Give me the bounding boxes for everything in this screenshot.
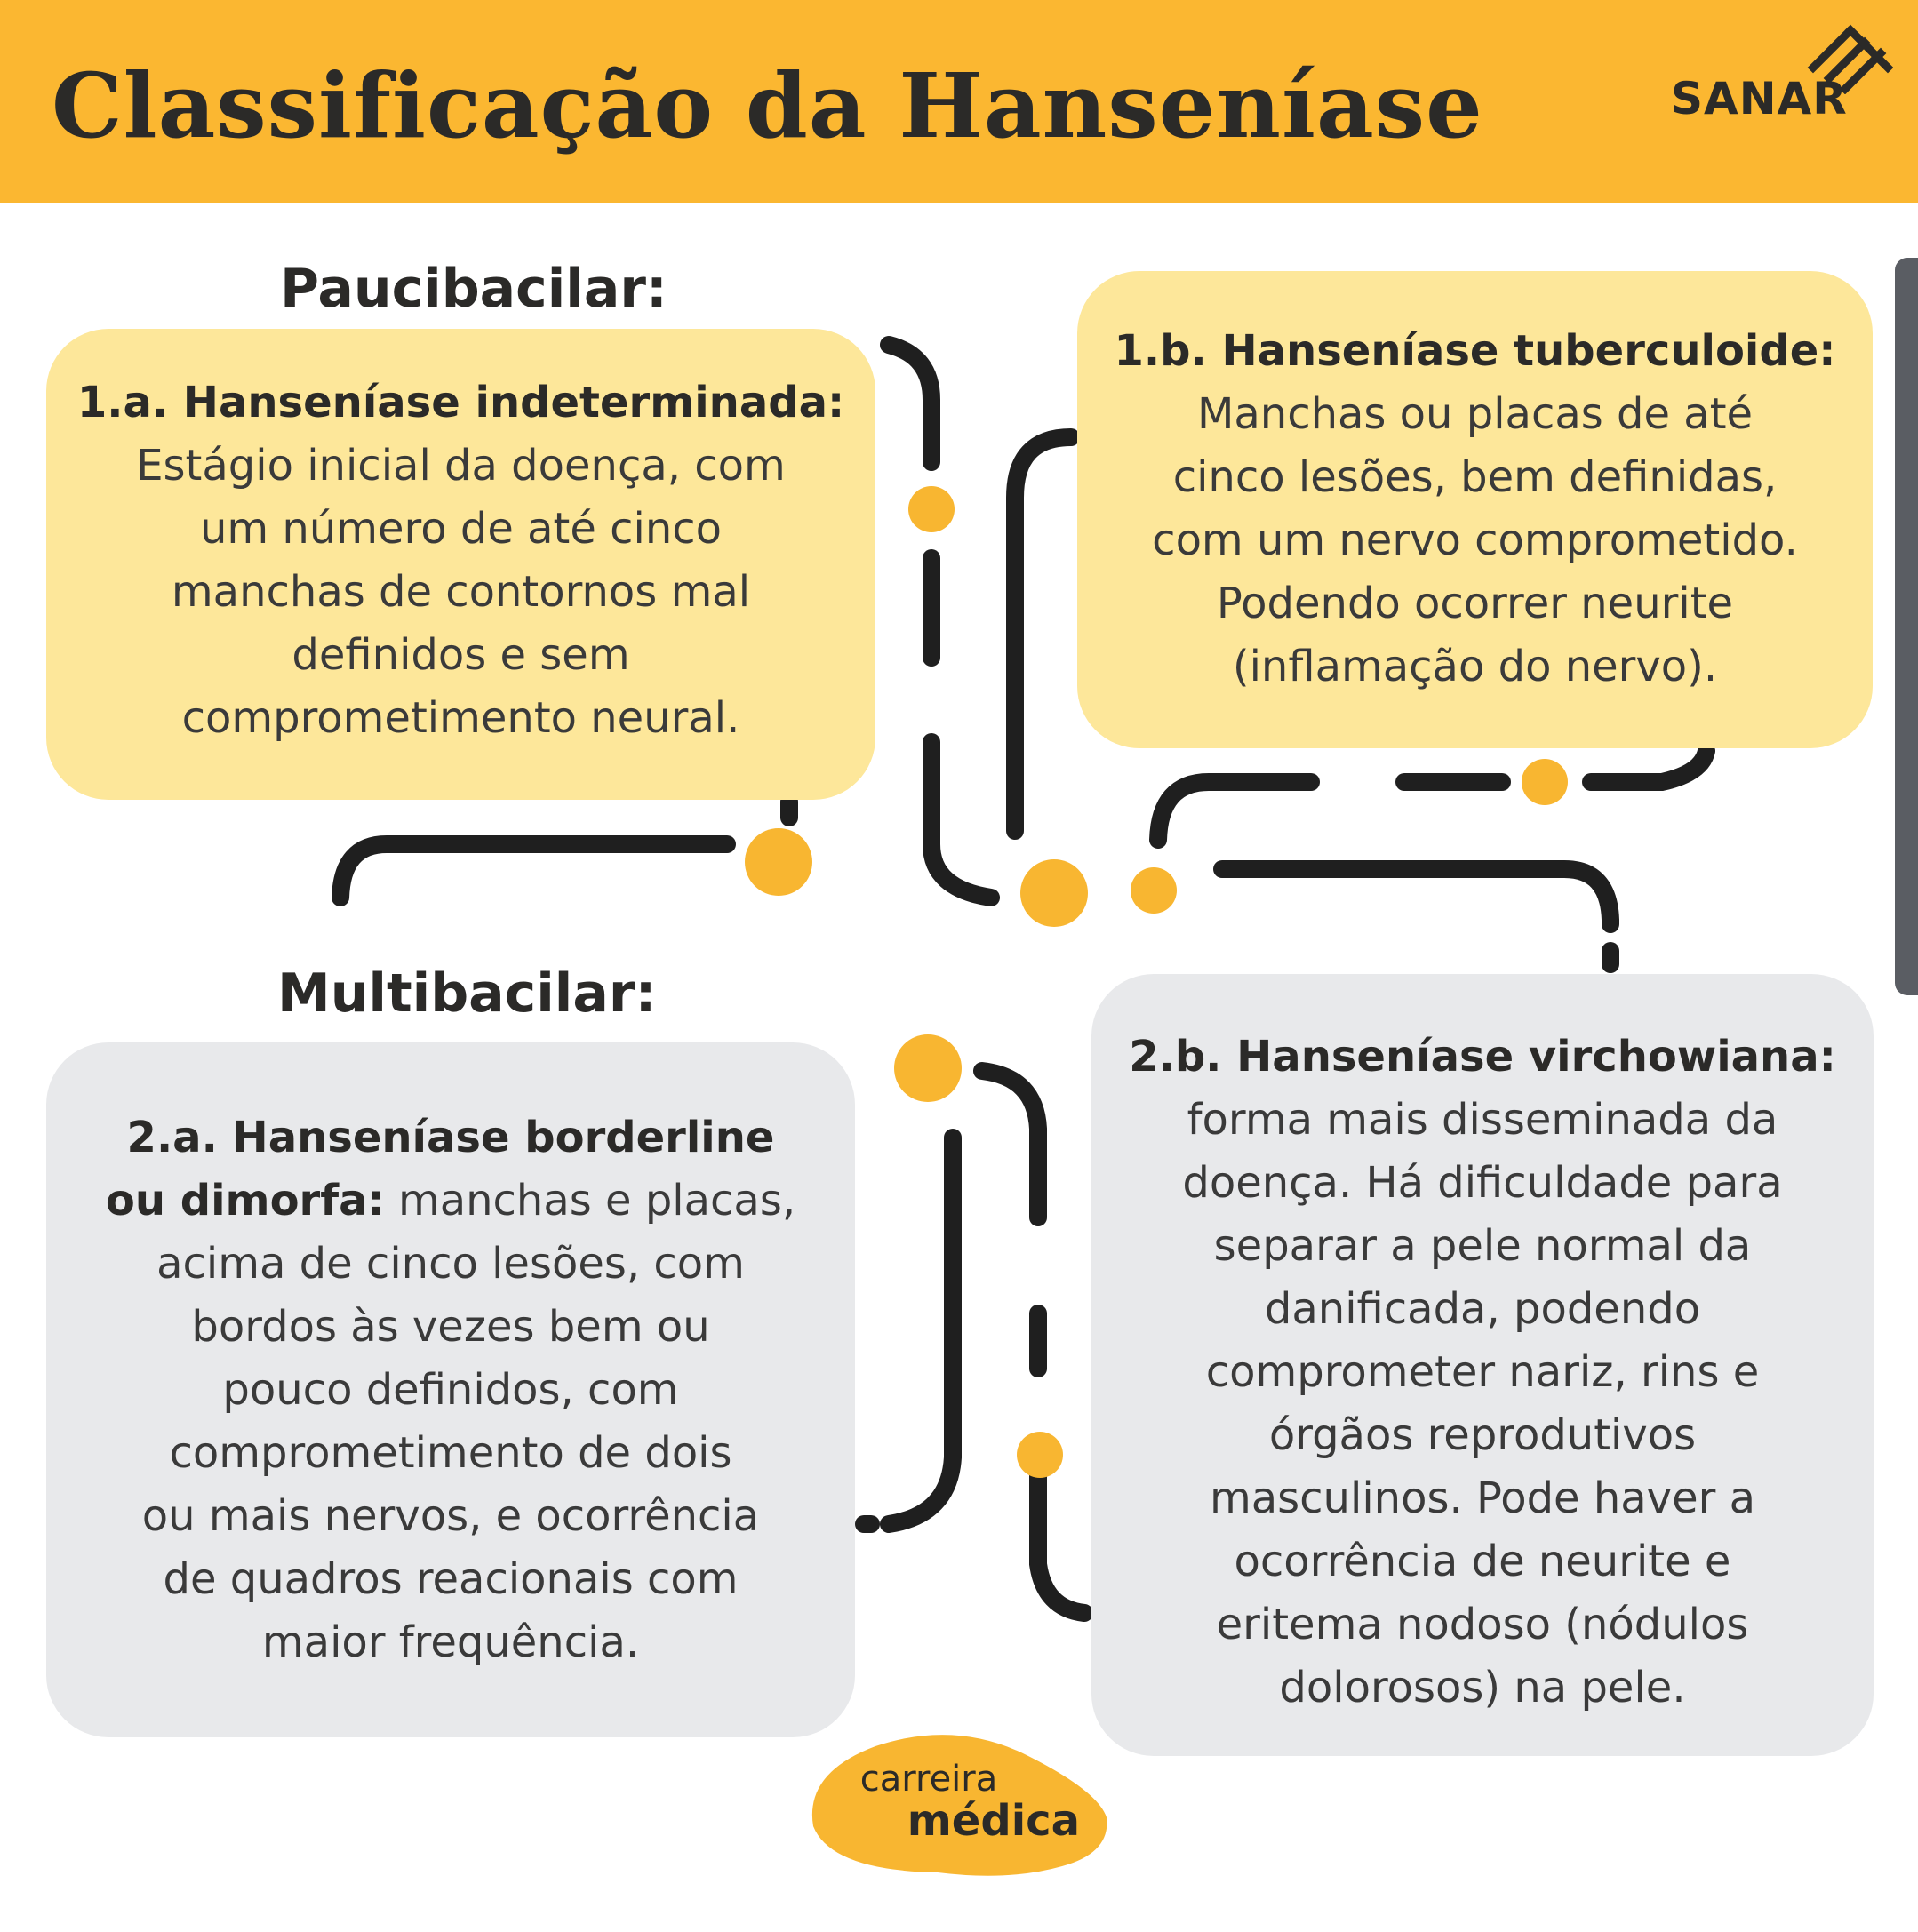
multibacilar-label: Multibacilar: [277,962,657,1025]
connector-line [982,1071,1038,1217]
paucibacilar-label: Paucibacilar: [280,258,667,320]
card-line: ou mais nervos, e ocorrência [141,1491,760,1541]
card-line: dolorosos) na pele. [1279,1663,1686,1712]
card-line: comprometer nariz, rins e [1205,1347,1760,1397]
footer-line1: carreira [859,1759,998,1800]
connector-dot [1020,859,1088,927]
card-heading: 2.a. Hanseníase borderline [126,1113,775,1162]
card-line: órgãos reprodutivos [1268,1410,1697,1460]
connector-dot [908,486,955,532]
scrollbar[interactable] [1895,258,1918,995]
card-tuberculoide [1077,271,1873,748]
card-line: definidos e sem [292,630,630,680]
card-line: cinco lesões, bem definidas, [1172,452,1778,502]
card-line: doença. Há dificuldade para [1182,1158,1783,1208]
connector-dot [1017,1432,1063,1478]
card-line: masculinos. Pode haver a [1209,1473,1755,1523]
card-line: maior frequência. [261,1617,640,1667]
connector-line [1158,782,1311,840]
card-line: comprometimento de dois [169,1428,732,1478]
footer-line2: médica [907,1796,1080,1846]
card-line: Estágio inicial da doença, com [136,441,786,491]
connector-line [931,742,991,898]
connector-dot [1131,867,1177,914]
card-borderline [46,1042,855,1737]
carreira-medica-logo [795,1720,1124,1888]
connector-line [1222,869,1610,924]
card-line: pouco definidos, com [222,1365,679,1415]
card-line: manchas de contornos mal [171,567,751,617]
card-line-rest: manchas e placas, [384,1176,796,1225]
connector-line [340,844,727,898]
card-heading: 1.b. Hanseníase tuberculoide: [1114,326,1836,376]
card-line: comprometimento neural. [181,693,740,743]
card-line: (inflamação do nervo). [1232,642,1718,691]
card-line: separar a pele normal da [1213,1221,1752,1271]
sanar-logo [1662,23,1893,130]
card-line: de quadros reacionais com [163,1554,739,1604]
connector-line [1038,1466,1084,1613]
card-line: bordos às vezes bem ou [191,1302,710,1352]
card-heading: 1.a. Hanseníase indeterminada: [76,378,845,427]
connector-dot [894,1034,962,1102]
connector-line [889,345,931,462]
header-banner [0,0,1918,203]
page-title: Classificação da Hanseníase [52,53,1483,158]
connector-dot [745,828,812,896]
card-heading: 2.b. Hanseníase virchowiana: [1129,1032,1836,1082]
card-line: eritema nodoso (nódulos [1216,1600,1749,1649]
connector-line [889,1138,953,1524]
card-line: acima de cinco lesões, com [156,1239,745,1289]
card-line: ocorrência de neurite e [1234,1537,1731,1586]
card-virchowiana [1091,974,1874,1756]
card-line [46,1170,855,1233]
card-line: com um nervo comprometido. [1152,515,1798,565]
sanar-logo-text: SANAR [1671,73,1848,124]
card-line: um número de até cinco [199,504,723,554]
card-indeterminada [46,329,875,800]
connector-line [1015,437,1071,831]
card-line: Podendo ocorrer neurite [1216,579,1734,628]
card-line: Manchas ou placas de até [1196,389,1754,439]
card-line: forma mais disseminada da [1187,1095,1778,1145]
card-heading-inline: ou dimorfa: [105,1176,385,1225]
connector-dot [1522,759,1568,805]
connector-line [1591,751,1706,782]
card-line: danificada, podendo [1264,1284,1701,1334]
